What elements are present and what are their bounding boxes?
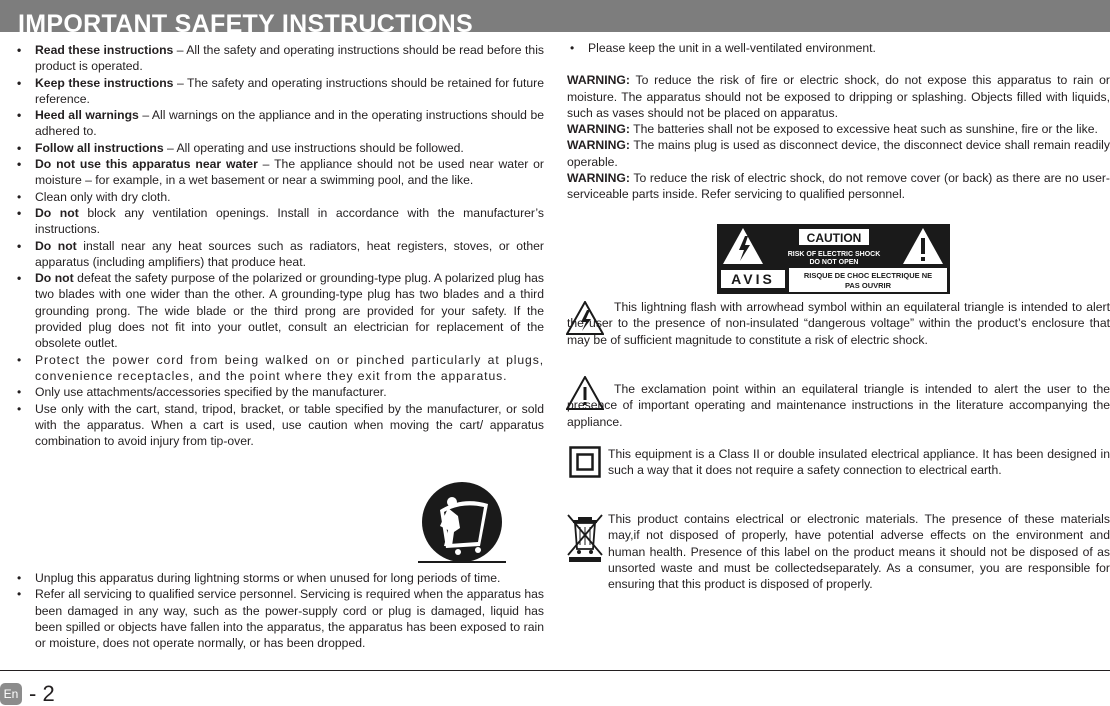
weee-description: This product contains electrical or electronic materials. The presence of these materials may,if not disposed of properly, have potential adverse effects on the environment and human health. Presence of this label on the product means it should not be disposed of as unsorted waste and must be collectedseparately. As a consumer, you are responsible for ensuring that this product is disposed of properly. [608,512,1110,592]
list-item: • Do not use this apparatus near water – The appliance should not be used near water or moisture – for example, in a wet basement or near a swimming pool, and the like. [17,157,544,188]
page-title: IMPORTANT SAFETY INSTRUCTIONS [18,10,474,38]
lightning-description: This lightning flash with arrowhead symbol within an equilateral triangle is intended to alert the user to the presence of non-insulated “dangerous voltage” within the product’s enclosure that may be of sufficient magnitude to constitute a risk of electric shock. [567,300,1110,347]
list-item: • Clean only with dry cloth. [17,189,171,204]
risque-line-1: RISQUE DE CHOC ELECTRIQUE NE [803,271,933,280]
list-item: • Unplug this apparatus during lightning storms or when unused for long periods of time. [17,571,501,585]
warning-paragraph: WARNING: To reduce the risk of electric shock, do not remove cover (or back) as there are no user-serviceable parts inside. Refer servicing to qualified personnel. [567,171,1110,202]
list-item: • Do not block any ventilation openings. Install in accordance with the manufacturer’s instructions. [17,205,544,237]
warning-paragraph: WARNING: The batteries shall not be exposed to excessive heat such as sunshine, fire or the like. [567,122,1098,137]
class-ii-description: This equipment is a Class II or double insulated electrical appliance. It has been designed in such a way that it does not require a safety connection to electrical earth. [608,447,1110,478]
list-item: • Keep these instructions – The safety and operating instructions should be retained for future reference. [17,75,544,106]
warning-paragraph: WARNING: To reduce the risk of fire or electric shock, do not expose this apparatus to rain or moisture. The apparatus should not be exposed to dripping or splashing. Objects filled with liquids, such as vases should not be placed on apparatus. [567,73,1110,120]
list-item: • Follow all instructions – All operating and use instructions should be followed. [17,140,464,155]
list-item: • Read these instructions – All the safety and operating instructions should be read before this product is operated. [17,43,544,74]
list-item: • Use only with the cart, stand, tripod, bracket, or table specified by the manufacturer, or sold with the apparatus. When a cart is used, use caution when moving the cart/ apparatus combination to avoid injury from tip-over. [17,401,544,449]
caution-text: CAUTION [806,231,862,245]
list-item: • Please keep the unit in a well-ventilated environment. [570,41,876,55]
lower-instruction-list [14,570,544,651]
weee-bin-icon [566,511,604,563]
caution-label [717,224,950,294]
list-item: • Do not defeat the safety purpose of the polarized or grounding-type plug. A polarized plug has two blades with one wider than the other. A grounding-type plug has two blades and a third grounding prong. The wide blade or the third prong are provided for your safety. If the provided plug does not fit into your outlet, consult an electrician for replacement of the obsolete outlet. [17,271,544,351]
risque-line-2: PAS OUVRIR [844,281,892,290]
avis-text: AVIS [731,271,775,287]
footer-rule [0,670,1110,671]
warning-paragraph: WARNING: The mains plug is used as disconnect device, the disconnect device shall remain readily operable. [567,138,1110,169]
language-badge: En [0,683,22,705]
left-column [14,42,544,449]
list-item: • Only use attachments/accessories specified by the manufacturer. [17,385,387,400]
instruction-list [14,42,544,449]
risk-line-1: RISK OF ELECTRIC SHOCK [787,251,881,258]
list-item: • Protect the power cord from being walked on or pinched particularly at plugs, convenience receptacles, and the point where they exit from the apparatus. [17,352,544,383]
cart-warning-icon [418,482,506,566]
list-item: • Do not install near any heat sources such as radiators, heat registers, stoves, or other apparatus (including amplifiers) that produce heat. [17,238,544,269]
page-number: - 2 [29,681,55,706]
list-item: • Heed all warnings – All warnings on the appliance and in the operating instructions should be adhered to. [17,108,545,139]
right-column [567,40,1110,203]
risk-line-2: DO NOT OPEN [809,259,859,266]
exclamation-description: The exclamation point within an equilateral triangle is intended to alert the user to the presence of important operating and maintenance instructions in the literature accompanying the appliance. [567,382,1110,429]
class-ii-icon [569,446,601,478]
ventilation-list [567,40,1110,56]
list-item: • Refer all servicing to qualified service personnel. Servicing is required when the apparatus has been damaged in any way, such as the power-supply cord or plug is damaged, liquid has been spilled or objects have fallen into the apparatus, the apparatus has been exposed to rain or moisture, does not operate normally, or has been dropped. [17,587,544,651]
